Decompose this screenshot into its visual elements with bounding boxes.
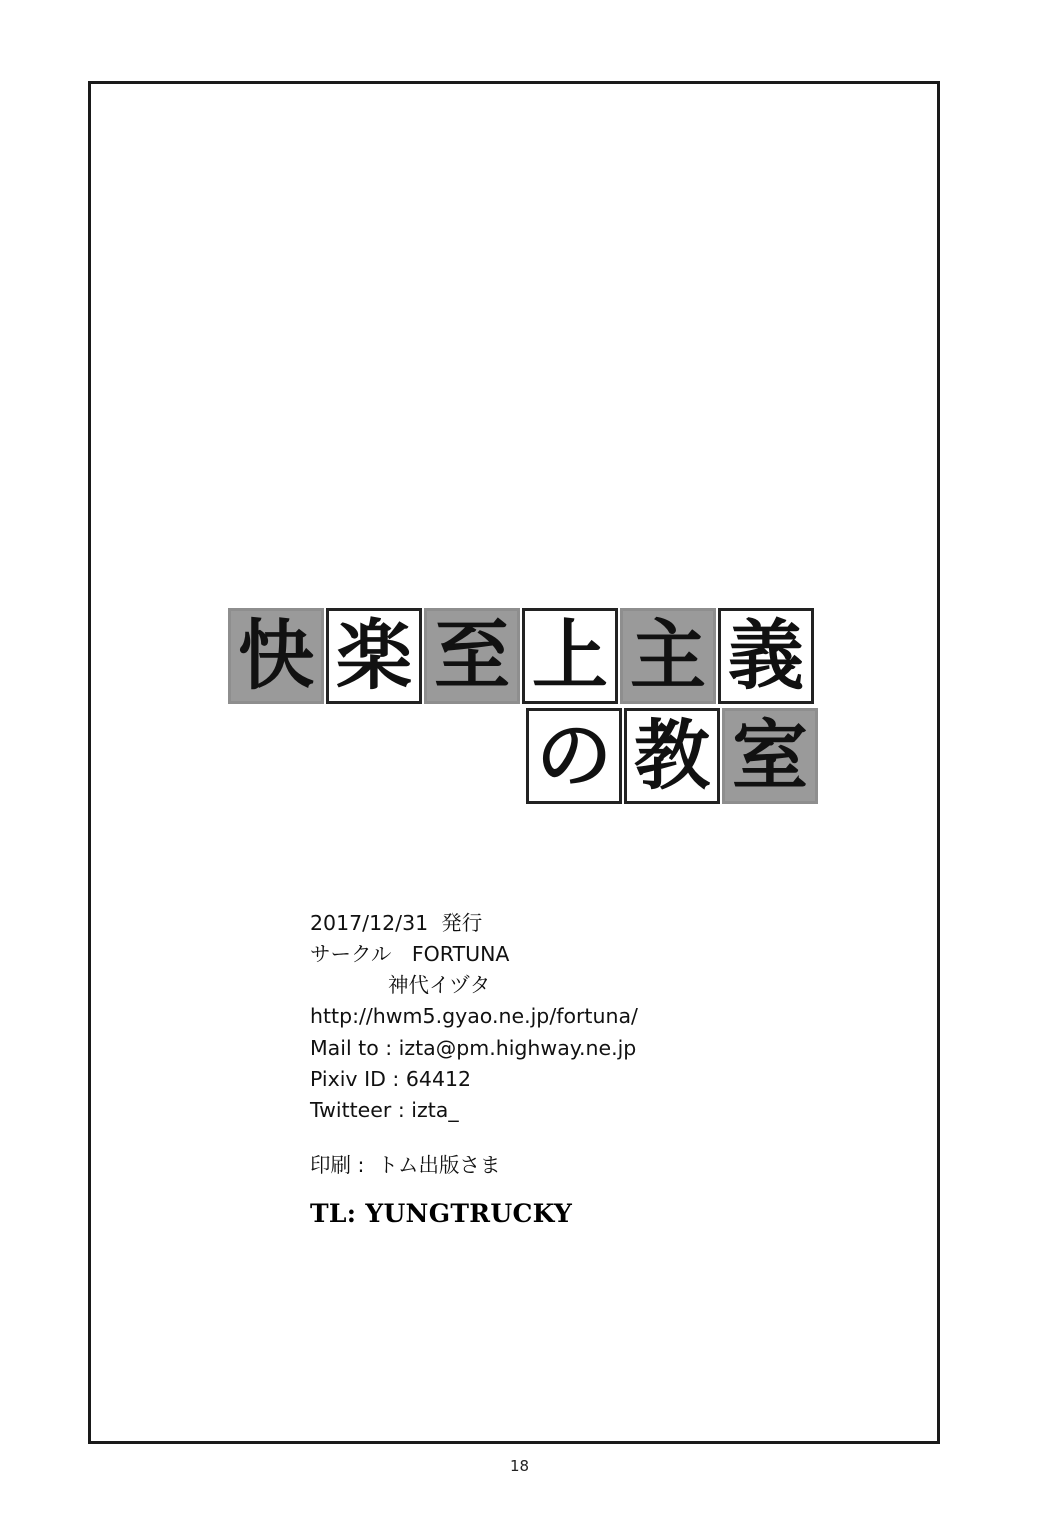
circle-name: サークル FORTUNA bbox=[310, 942, 510, 967]
colophon bbox=[310, 908, 830, 1233]
title-kanji-cell: 上 bbox=[522, 608, 618, 704]
page-number: 18 bbox=[509, 1457, 530, 1475]
title-kanji-cell: 教 bbox=[624, 708, 720, 804]
website-url: http://hwm5.gyao.ne.jp/fortuna/ bbox=[310, 1004, 638, 1029]
title-line-2 bbox=[526, 708, 828, 804]
title-kanji-cell: 楽 bbox=[326, 608, 422, 704]
title-block bbox=[228, 608, 828, 804]
title-kanji-cell: 快 bbox=[228, 608, 324, 704]
title-line-1 bbox=[228, 608, 828, 704]
translator-credit: TL: YUNGTRUCKY bbox=[310, 1199, 573, 1229]
title-kanji-cell: 主 bbox=[620, 608, 716, 704]
title-kanji-cell: の bbox=[526, 708, 622, 804]
author-name: 神代イヅタ bbox=[388, 973, 491, 998]
pixiv-id: Pixiv ID : 64412 bbox=[310, 1066, 472, 1091]
mail-address: Mail to : izta@pm.highway.ne.jp bbox=[310, 1035, 637, 1060]
twitter-handle: Twitteer : izta_ bbox=[310, 1097, 459, 1122]
title-kanji-cell: 至 bbox=[424, 608, 520, 704]
title-kanji-cell: 義 bbox=[718, 608, 814, 704]
release-date: 2017/12/31 発行 bbox=[310, 911, 483, 935]
title-kanji-cell: 室 bbox=[722, 708, 818, 804]
printer-name: 印刷 : トム出版さま bbox=[310, 1153, 501, 1178]
